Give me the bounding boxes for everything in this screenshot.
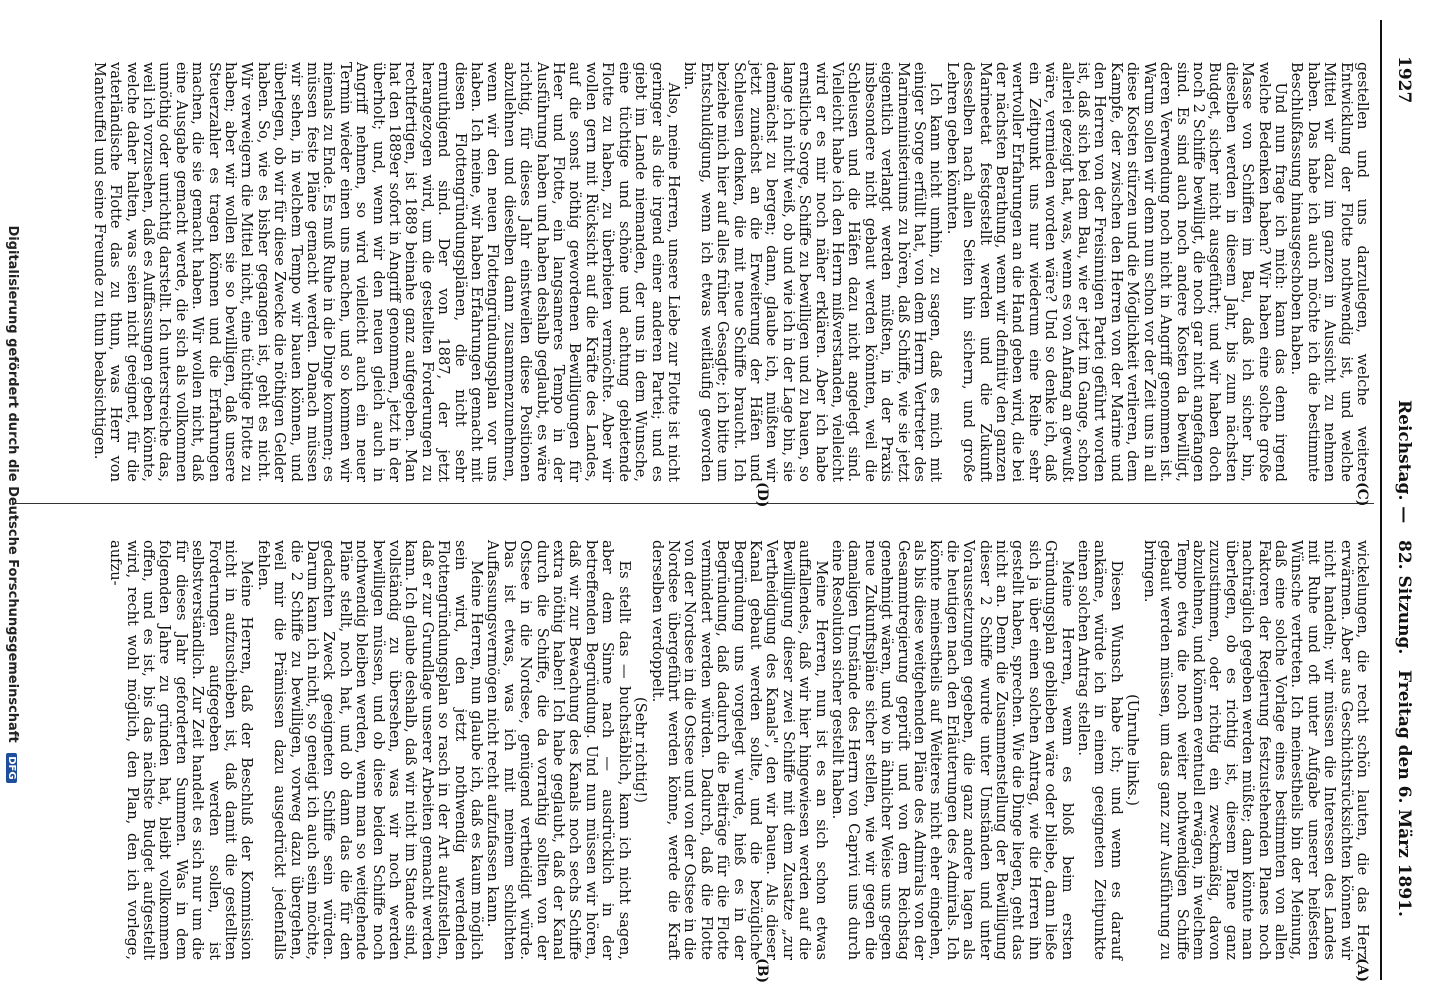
paragraph: Also, meine Herren, unsere Liebe zur Flotte ist nicht geringer als die irgend einer anderen Partei; und es giebt im Lande niemanden, der uns in dem Wunsche, eine tüchtige und schöne und achtung gebietende Flotte zu haben, zu überbieten vermöchte. Aber wir wollen gern mit Rücksicht auf die Kräfte des Landes, auf die sonst nöthig gewordenen Bewilligungen für Heer und Flotte, ein langsameres Tempo in der Ausführung haben und haben deshalb geglaubt, es wäre richtig, für dieses Jahr einstweilen diese Positionen abzulehnen und dieselben dann zusammenzunehmen, wenn wir den neuen Flottengründungsplan vor uns haben. Ich meine, wir haben Erfahrungen gemacht mit diesen Flottengründungsplänen, die nicht sehr ermuthigend sind. Der von 1887, der jetzt herangezogen wird, um die gestellten Forderungen zu rechtfertigen, ist 1889 beinahe ganz aufgegeben. Man hat den 1889er sofort in Angriff genommen, jetzt in der überholt; und, wenn wir den neuen gleich auch in Angriff nehmen, so wird vielleicht auch ein neuer Termin wieder einen uns machen, und so kommen wir niemals zu Ende. Es muß Ruhe in die Dinge kommen; es müssen feste Pläne gemacht werden. Danach müssen wir sehen, in welchem Tempo wir bauen können, und überlegen, ob wir für diese Zwecke die nöthigen Gelder haben. So, wie es bisher gegangen ist, geht es nicht. Wir verweigern die Mittel nicht, eine tüchtige Flotte zu haben; aber wir wollen sie so bewilligen, daß unsere Steuerzahler es tragen können und die Erfahrungen machen, die sie gemacht haben. Wir wollen nicht, daß eine Ausgabe gemacht werde, die sich als vollkommen unnöthig oder unrichtig darstellt. Ich unterstreiche das, weil ich vorzusehen, daß es Auffassungen geben könnte, welche daher halten, was seien nicht geeignet, für die vaterländische Flotte das zu thun, was Herr von Manteuffel und seine Freunde zu thun beabsichtigen. <box>90 62 682 482</box>
right-column <box>107 540 1370 960</box>
interjection: (Unruhe links.) <box>1124 694 1142 806</box>
left-column <box>90 62 1370 482</box>
credit-text: Digitalisierung gefördert durch die Deutsche Forschungsgemeinschaft <box>5 225 20 743</box>
header-title: Reichstag. — <box>1394 400 1414 524</box>
column-divider <box>14 503 1374 504</box>
paragraph: Meine Herren, wenn es bloß beim ersten Gründungsplan geblieben wäre oder bliebe, dann ließe sich ja über einen solchen Antrag, wie die Herren ihn gestellt haben, sprechen. Wie die Dinge liegen, geht das nicht an. Denn die Zusammenstellung der Bewilligung dieser 2 Schiffe wurde unter Umständen und unter Voraussetzungen gegeben, die ganz andere lagen als die heutigen nach den Erläuterungen des Admirals. Ich könnte meinestheils auf Weiteres nicht eher eingehen, als bis diese weitgehenden Pläne des Admirals von der Gesammtregierung geprüft und von dem Reichstag genehmigt wären, und wo in ähnlicher Weise uns gegen neue Zukunftspläne sicher stellen, wie wir gegen die damaligen Umstände des Herrn von Caprivi uns durch eine Resolution sicher gestellt haben. <box>829 540 1076 960</box>
paragraph: Meine Herren, daß der Beschluß der Kommission nicht in aufzuschieben ist, daß damit die gestellten Forderungen aufgegeben werden sollen, ist selbstverständlich. Zur Zeit handelt es sich nur um die für dieses Jahr geforderten Summen. Was in dem folgenden Jahre zu gründen hat, bleibt vollkommen offen, und es ist, bis das nächste Budget aufgestellt wird, recht wohl möglich, den Plan, den ich vorlege, aufzu- <box>107 540 256 960</box>
paragraph: Meine Herren, nun ist es an sich schon etwas auffallendes, daß wir hier hingewiesen werden auf die Bewilligung dieser zwei Schiffe mit dem Zusatze „zur Vertheidigung des Kanals", den wir bauen. Als dieser Kanal gebaut werden sollte, und die bezügliche Begründung uns vorgelegt wurde, hieß es in der Begründung, daß dadurch die Beiträge für die Flotte vermindert werden würden. Dadurch, daß die Flotte von der Nordsee in die Ostsee und von der Ostsee in die Nordsee übergeführt werden könne, werde die Kraft derselben verdoppelt. <box>648 540 830 960</box>
paragraph: gestellen und uns darzulegen, welche weitere Entwicklung der Flotte nothwendig ist, und welche Mittel wir dazu im ganzen in Aussicht zu nehmen haben. Das habe ich auch möchte ich die bestimmte Beschlußfassung hinausgeschoben haben. <box>1288 62 1371 482</box>
interjection: (Sehr richtig!) <box>632 697 650 803</box>
digitization-credit <box>2 24 20 984</box>
paragraph: Ich kann nicht umhin, zu sagen, daß es mich mit einiger Sorge erfüllt hat, von dem Herrn Vertreter des Marineministeriums zu hören, daß Schiffe, wie sie jetzt eigentlich verlangt werden müßten, in der Praxis insbesondere nicht gebaut werden könnten, weil die Schleusen und die Häfen dazu nicht angelegt sind. Vielleicht habe ich den Herrn mißverstanden, vielleicht wird er es mir noch näher erklären. Aber ich habe ernstliche Sorge, Schiffe zu bewilligen und zu bauen, so lange ich nicht weiß, ob und wie ich in der Lage bin, sie demnächst zu bergen; dann, glaube ich, müßten wir jetzt zunächst an die Erweiterung der Häfen und Schleusen denken, die mit neue Schiffe braucht. Ich beziehe mich hier auf alles früher Gesagte; ich bitte um Entschuldigung, wenn ich etwas weitläufig geworden bin. <box>681 62 945 482</box>
page-number: 1927 <box>1394 56 1414 104</box>
header-sitting: 82. Sitzung. <box>1394 540 1414 655</box>
paragraph: wickelungen, die recht schön lauten, die das Herz erwärmen. Aber aus Geschichtsrücksichten können wir nicht handeln; wir müssen die Interessen des Landes mit Ruhe und oft unter Aufgabe unserer heißesten Wünsche vertreten. Ich meinestheils bin der Meinung, daß eine solche Vorlage eines bestimmten von allen Faktoren der Regierung festzustehenden Planes noch nachträglich gegeben werden müßte; dann könnte man überlegen, ob es richtig ist, diesem Plane ganz zuzustimmen, oder richtig ein zweckmäßig, davon abzulehnen, und können eventuell erwägen, in welchem Tempo etwa die noch weiter nothwendigen Schiffe gebaut werden müssen, um das ganz zur Ausführung zu bringen. <box>1140 540 1371 960</box>
paragraph: Meine Herren, nun glaube ich, daß es kaum möglich sein wird, den jetzt nothwendig werdenden Flottengründungsplan so rasch in der Art aufzustellen, daß er zur Grundlage unserer Arbeiten gemacht werden kann. Ich glaube deshalb, daß wir nicht im Stande sind, vollständig zu übersehen, was wir noch werden bewilligen müssen, und ob diese beiden Schiffe noch nothwendig bleiben werden, wenn man so weitgehende Pläne stellt, noch hat, und ob dann das die für den gedachten Zweck geeigneten Schiffe sein würden. Darum kann ich nicht, so geneigt ich auch sein möchte, die 2 Schiffe zu bewilligen, vorweg dazu übergehen, weil mir die Prämissen dazu ausgedrückt jedenfalls fehlen. <box>254 540 486 960</box>
margin-marker-d: (D) <box>754 482 770 508</box>
paragraph: Es stellt das — buchstäblich, kann ich nicht sagen, aber dem Sinne nach — ausdrücklich in der betreffenden Begründung. Und nun müssen wir hören, daß wir zur Bewachung des Kanals noch sechs Schiffe extra nöthig haben! Ich habe geglaubt, daß der Kanal durch die Schiffe, die da vorrathig sollten von der Ostsee in die Nordsee, genügend vertheidigt würde. Das ist etwas, was ich mit meinem schlichten Auffassungsvermögen nicht recht aufzufassen kann. <box>484 540 633 960</box>
margin-marker-c: (C) <box>1354 482 1370 507</box>
page-header <box>1384 20 1422 980</box>
header-rule <box>1380 20 1382 980</box>
paragraph: Diesen Wunsch habe ich; und wenn es darauf ankäme, würde ich in einem geeigneten Zeitpunkte einen solchen Antrag stellen. <box>1075 540 1125 960</box>
paragraph: Und nun frage ich mich: kann das denn irgend welche Bedenken haben? Wir haben eine solche große Masse von Schiffen im Bau, daß ich sicher bin, dieselben werden in diesem Jahr, bis zum nächsten Budget, sicher nicht ausgeführt; und wir haben doch noch 2 Schiffe bewilligt, die noch gar nicht angefangen sind. Es sind auch noch andere Kosten da bewilligt, deren Verwendung noch nicht in Angriff genommen ist. Warum sollen wir denn nun schon vor der Zeit uns in all diese Kosten stürzen und die Möglichkeit verlieren, dem Kampfe, der zwischen den Herren von der Marine und den Herren von der Freisinnigen Partei geführt worden ist, daß sich bei dem Bau, wie er jetzt im Gange, schon allerlei gezeigt hat, was, wenn es von Anfang an gewußt wäre, vermieden worden wäre? Und so denke ich, daß ein Zeitpunkt uns nur wiederum eine Reihe sehr wertvoller Erfahrungen an die Hand geben wird, die bei der nächsten Berathung, wenn wir definitiv den ganzen Marineetat festgestellt werden und die Zukunft desselben nach allen Seiten hin sichern, und große Lehren geben könnten. <box>943 62 1289 482</box>
margin-marker-a: (A) <box>1354 958 1370 983</box>
dfg-logo: DFG <box>6 753 17 782</box>
header-date: Freitag den 6. März 1891. <box>1394 670 1414 917</box>
margin-marker-b: (B) <box>754 958 770 984</box>
